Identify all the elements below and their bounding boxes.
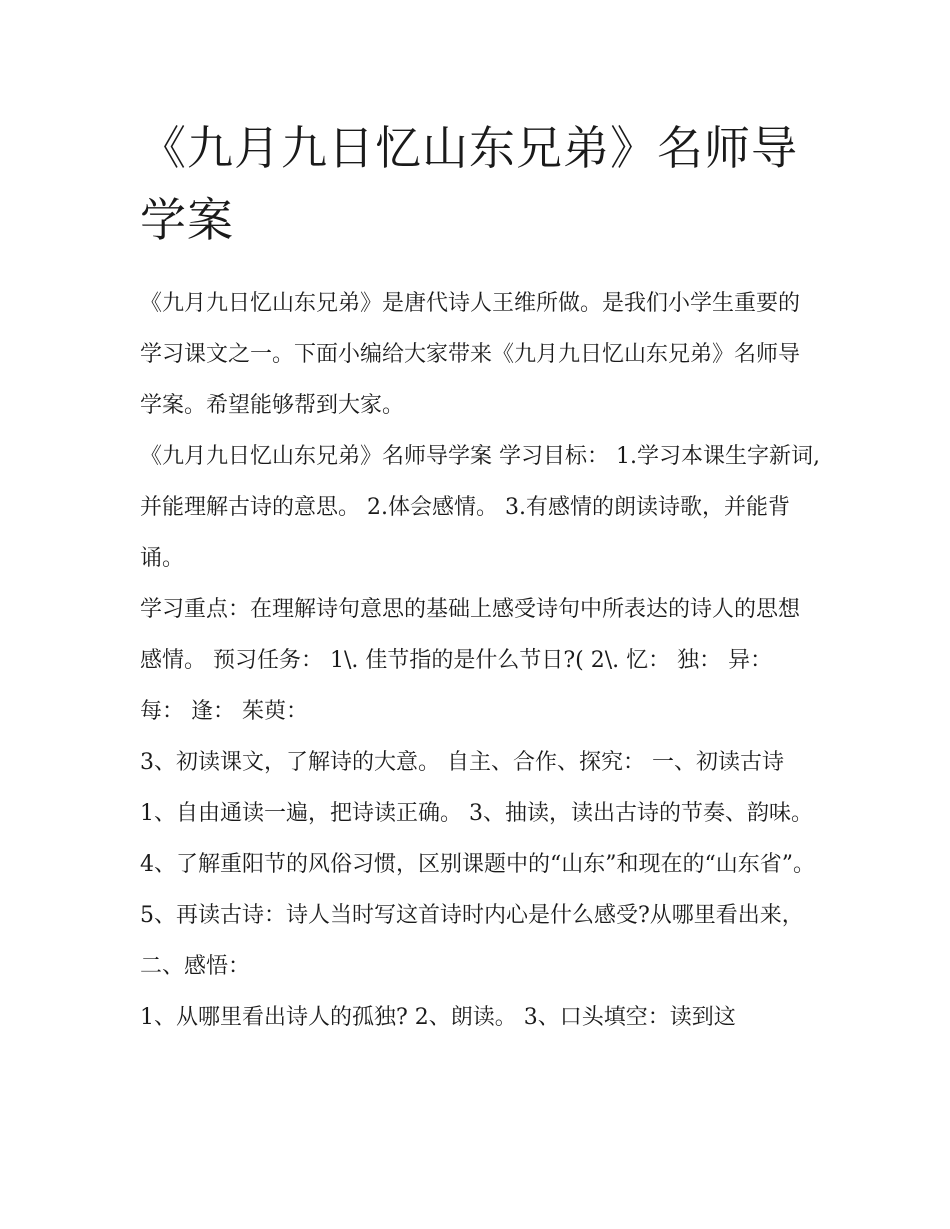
document-page [140, 112, 820, 1043]
learning-goals-paragraph: 《九月九日忆山东兄弟》名师导学案 学习目标： 1.学习本课生字新词,并能理解古诗的意思。 2.体会感情。 3.有感情的朗读诗歌，并能背诵。 [140, 444, 820, 571]
intro-paragraph: 《九月九日忆山东兄弟》是唐代诗人王维所做。是我们小学生重要的学习课文之一。下面小编给大家带来《九月九日忆山东兄弟》名师导学案。希望能够帮到大家。 [140, 291, 801, 418]
key-points-paragraph: 学习重点：在理解诗句意思的基础上感受诗句中所表达的诗人的思想感情。 预习任务： 1\. 佳节指的是什么节日?( 2\. 忆： 独： 异： 每： 逢： 茱萸： [140, 597, 801, 724]
first-reading-paragraph: 3、初读课文，了解诗的大意。 自主、合作、探究： 一、初读古诗 1、自由通读一遍，把诗读正确。 3、抽读，读出古诗的节奏、韵味。 [140, 750, 813, 826]
festival-customs-paragraph: 4、了解重阳节的风俗习惯，区别课题中的“山东”和现在的“山东省”。 5、再读古诗：诗人当时写这首诗时内心是什么感受?从哪里看出来， 二、感悟： [140, 852, 815, 979]
document-title: 《九月九日忆山东兄弟》名师导学案 [140, 121, 798, 247]
loneliness-paragraph: 1、从哪里看出诗人的孤独? 2、朗读。 3、口头填空：读到这 [140, 1005, 736, 1030]
